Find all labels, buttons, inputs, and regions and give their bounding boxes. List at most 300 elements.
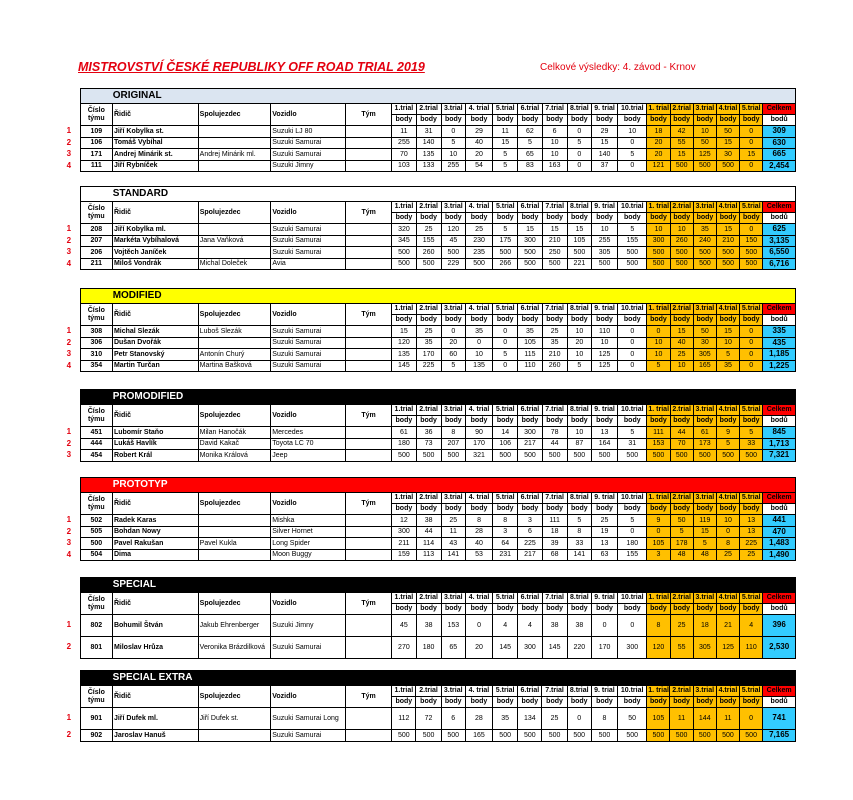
trial-score-cell: 35 xyxy=(493,708,518,730)
final-score-cell: 15 xyxy=(716,137,739,149)
trial-score-cell: 170 xyxy=(416,349,441,361)
header-body: body xyxy=(647,604,670,615)
table-row xyxy=(58,337,796,349)
trial-score-cell: 500 xyxy=(542,450,567,462)
driver-cell: Lubomír Staňo xyxy=(112,427,198,439)
trial-score-cell: 3 xyxy=(493,526,518,538)
final-score-cell: 153 xyxy=(647,438,670,450)
trial-score-cell: 159 xyxy=(392,549,416,561)
team-cell xyxy=(345,438,391,450)
trial-score-cell: 180 xyxy=(618,538,647,550)
trial-score-cell: 5 xyxy=(493,160,518,172)
header-trial: 5.trial xyxy=(493,202,518,213)
trial-score-cell: 105 xyxy=(567,235,591,247)
trial-score-cell: 141 xyxy=(567,549,591,561)
header-trial: 1.trial xyxy=(392,405,416,416)
header-trial: 10.trial xyxy=(618,593,647,604)
header-final-trial: 2.trial xyxy=(670,593,693,604)
header-trial: 10.trial xyxy=(618,104,647,115)
trial-score-cell: 5 xyxy=(618,427,647,439)
header-trial: 6.trial xyxy=(518,405,542,416)
total-cell: 1,490 xyxy=(763,549,796,561)
driver-cell: Jaroslav Hanuš xyxy=(112,730,198,742)
rank-cell: 1 xyxy=(66,427,72,437)
header-team-number: Číslo týmu xyxy=(80,304,112,326)
category-title: PROTOTYP xyxy=(80,478,795,493)
trial-score-cell: 10 xyxy=(591,337,617,349)
header-body: body xyxy=(416,697,441,708)
final-score-cell: 5 xyxy=(740,427,763,439)
final-score-cell: 500 xyxy=(647,258,670,270)
table-row xyxy=(58,438,796,450)
final-score-cell: 40 xyxy=(670,337,693,349)
header-vehicle: Vozidlo xyxy=(271,104,346,126)
vehicle-cell: Mishka xyxy=(271,515,346,527)
rank-spacer xyxy=(58,593,80,604)
trial-score-cell: 500 xyxy=(465,258,492,270)
team-number-cell: 211 xyxy=(80,258,112,270)
trial-score-cell: 35 xyxy=(518,326,542,338)
trial-score-cell: 10 xyxy=(618,126,647,138)
header-trial: 5.trial xyxy=(493,405,518,416)
final-score-cell: 18 xyxy=(693,615,716,637)
trial-score-cell: 134 xyxy=(518,708,542,730)
trial-score-cell: 10 xyxy=(567,427,591,439)
driver-cell: Bohdan Nowy xyxy=(112,526,198,538)
trial-score-cell: 6 xyxy=(542,126,567,138)
trial-score-cell: 260 xyxy=(416,247,441,259)
rank-spacer xyxy=(58,89,80,104)
final-score-cell: 0 xyxy=(716,526,739,538)
table-row xyxy=(58,615,796,637)
final-score-cell: 15 xyxy=(717,224,740,236)
driver-cell: Jiří Kobylka st. xyxy=(112,126,198,138)
trial-score-cell: 500 xyxy=(493,730,518,742)
codriver-cell: Veronika Brázdilková xyxy=(198,637,271,659)
rank-spacer xyxy=(58,315,80,326)
final-score-cell: 11 xyxy=(716,708,739,730)
table-row xyxy=(58,258,796,270)
table-row xyxy=(58,247,796,259)
header-final-trial: 5.trial xyxy=(740,493,763,504)
codriver-cell: Luboš Slezák xyxy=(198,326,271,338)
final-score-cell: 15 xyxy=(740,149,763,161)
header-vehicle: Vozidlo xyxy=(271,493,346,515)
trial-score-cell: 35 xyxy=(465,326,492,338)
header-body: body xyxy=(567,697,591,708)
header-trial: 7.trial xyxy=(542,405,567,416)
header-body: body xyxy=(740,315,763,326)
trial-score-cell: 0 xyxy=(465,337,492,349)
team-cell xyxy=(345,258,391,270)
header-trial: 4. trial xyxy=(465,202,492,213)
vehicle-cell: Jeep xyxy=(271,450,346,462)
trial-score-cell: 20 xyxy=(441,337,465,349)
codriver-cell xyxy=(198,526,271,538)
header-trial: 6.trial xyxy=(518,493,542,504)
final-score-cell: 25 xyxy=(740,549,763,561)
header-final-trial: 1. trial xyxy=(647,304,670,315)
header-body: body xyxy=(465,416,492,427)
header-body: body xyxy=(441,604,465,615)
team-number-cell: 505 xyxy=(80,526,112,538)
header-final-trial: 1. trial xyxy=(647,104,670,115)
header-body: body xyxy=(493,504,518,515)
trial-score-cell: 155 xyxy=(416,235,441,247)
header-final-trial: 3.trial xyxy=(693,493,716,504)
rank-cell: 2 xyxy=(66,526,72,536)
header-body: body xyxy=(591,416,617,427)
header-body: body xyxy=(740,697,763,708)
trial-score-cell: 5 xyxy=(567,137,591,149)
header-body: body xyxy=(518,697,542,708)
team-number-cell: 504 xyxy=(80,549,112,561)
team-cell xyxy=(345,615,391,637)
trial-score-cell: 8 xyxy=(493,515,518,527)
total-cell: 396 xyxy=(763,615,796,637)
trial-score-cell: 10 xyxy=(567,326,591,338)
header-team: Tým xyxy=(345,202,391,224)
final-score-cell: 105 xyxy=(647,538,670,550)
trial-score-cell: 110 xyxy=(518,360,542,372)
driver-cell: Jiří Kobylka ml. xyxy=(112,224,198,236)
trial-score-cell: 15 xyxy=(493,137,518,149)
trial-score-cell: 15 xyxy=(567,224,591,236)
table-row xyxy=(58,326,796,338)
final-score-cell: 48 xyxy=(670,549,693,561)
trial-score-cell: 45 xyxy=(441,235,465,247)
trial-score-cell: 300 xyxy=(518,427,542,439)
team-cell xyxy=(345,247,391,259)
codriver-cell: Antonín Churý xyxy=(198,349,271,361)
header-final-trial: 3.trial xyxy=(693,304,716,315)
total-cell: 630 xyxy=(763,137,796,149)
vehicle-cell: Suzuki Samurai xyxy=(271,137,346,149)
final-score-cell: 10 xyxy=(716,337,739,349)
section-special-extra xyxy=(58,670,796,742)
trial-score-cell: 15 xyxy=(392,326,416,338)
header-final-trial: 3.trial xyxy=(693,104,716,115)
table-row xyxy=(58,137,796,149)
header-trial: 2.trial xyxy=(416,686,441,697)
driver-cell: Bohumil Štván xyxy=(112,615,198,637)
trial-score-cell: 35 xyxy=(542,337,567,349)
trial-score-cell: 0 xyxy=(618,360,647,372)
trial-score-cell: 135 xyxy=(416,149,441,161)
results-table xyxy=(58,389,796,462)
rank-spacer xyxy=(58,289,80,304)
trial-score-cell: 53 xyxy=(465,549,492,561)
trial-score-cell: 10 xyxy=(542,149,567,161)
header-body: body xyxy=(740,416,763,427)
header-trial: 6.trial xyxy=(518,593,542,604)
total-cell: 6,716 xyxy=(763,258,796,270)
final-score-cell: 500 xyxy=(717,258,740,270)
header-final-trial: 5.trial xyxy=(740,686,763,697)
vehicle-cell: Suzuki LJ 80 xyxy=(271,126,346,138)
trial-score-cell: 500 xyxy=(567,730,591,742)
header-trial: 9. trial xyxy=(591,104,617,115)
header-trial: 6.trial xyxy=(518,686,542,697)
trial-score-cell: 0 xyxy=(567,126,591,138)
header-body: body xyxy=(493,115,518,126)
trial-score-cell: 5 xyxy=(518,137,542,149)
final-score-cell: 500 xyxy=(670,730,693,742)
final-score-cell: 178 xyxy=(670,538,693,550)
vehicle-cell: Suzuki Samurai xyxy=(271,326,346,338)
trial-score-cell: 0 xyxy=(441,326,465,338)
final-score-cell: 0 xyxy=(740,126,763,138)
trial-score-cell: 120 xyxy=(441,224,465,236)
category-title: PROMODIFIED xyxy=(80,390,795,405)
trial-score-cell: 114 xyxy=(416,538,441,550)
header-body: body xyxy=(518,504,542,515)
final-score-cell: 500 xyxy=(670,258,693,270)
trial-score-cell: 8 xyxy=(591,708,617,730)
header-body: body xyxy=(591,504,617,515)
header-codriver: Spolujezdec xyxy=(198,304,271,326)
final-score-cell: 15 xyxy=(693,526,716,538)
final-score-cell: 13 xyxy=(740,526,763,538)
trial-score-cell: 25 xyxy=(542,326,567,338)
header-trial: 7.trial xyxy=(542,104,567,115)
header-body: body xyxy=(542,315,567,326)
trial-score-cell: 225 xyxy=(518,538,542,550)
final-score-cell: 55 xyxy=(670,137,693,149)
vehicle-cell: Suzuki Samurai xyxy=(271,247,346,259)
driver-cell: Jiří Rybníček xyxy=(112,160,198,172)
header-final-trial: 1. trial xyxy=(647,593,670,604)
results-table xyxy=(58,186,796,270)
codriver-cell: Jiří Dufek st. xyxy=(198,708,271,730)
trial-score-cell: 25 xyxy=(465,224,492,236)
final-score-cell: 55 xyxy=(670,637,693,659)
header-team: Tým xyxy=(345,304,391,326)
trial-score-cell: 87 xyxy=(567,438,591,450)
vehicle-cell: Suzuki Samurai xyxy=(271,224,346,236)
total-cell: 7,321 xyxy=(763,450,796,462)
category-title: SPECIAL xyxy=(80,578,795,593)
header-body: body xyxy=(465,315,492,326)
trial-score-cell: 43 xyxy=(441,538,465,550)
table-row xyxy=(58,126,796,138)
trial-score-cell: 305 xyxy=(592,247,618,259)
final-score-cell: 500 xyxy=(740,730,763,742)
total-cell: 441 xyxy=(763,515,796,527)
trial-score-cell: 44 xyxy=(416,526,441,538)
trial-score-cell: 111 xyxy=(542,515,567,527)
trial-score-cell: 500 xyxy=(392,730,416,742)
page-title: MISTROVSTVÍ ČESKÉ REPUBLIKY OFF ROAD TRIAL 2019 xyxy=(78,60,425,74)
table-row xyxy=(58,349,796,361)
final-score-cell: 15 xyxy=(670,326,693,338)
trial-score-cell: 500 xyxy=(518,730,542,742)
team-number-cell: 208 xyxy=(80,224,112,236)
driver-cell: Martin Turčan xyxy=(112,360,198,372)
header-final-trial: 4.trial xyxy=(717,202,740,213)
total-cell: 1,185 xyxy=(763,349,796,361)
trial-score-cell: 500 xyxy=(441,247,465,259)
total-cell: 3,135 xyxy=(763,235,796,247)
final-score-cell: 70 xyxy=(670,438,693,450)
trial-score-cell: 260 xyxy=(542,360,567,372)
codriver-cell: Jakub Ehrenberger xyxy=(198,615,271,637)
final-score-cell: 173 xyxy=(693,438,716,450)
header-body: body xyxy=(670,315,693,326)
final-score-cell: 500 xyxy=(740,450,763,462)
trial-score-cell: 37 xyxy=(591,160,617,172)
header-body: body xyxy=(542,213,567,224)
trial-score-cell: 40 xyxy=(465,137,492,149)
trial-score-cell: 115 xyxy=(518,349,542,361)
header-driver: Řidič xyxy=(112,104,198,126)
final-score-cell: 0 xyxy=(740,160,763,172)
driver-cell: Dima xyxy=(112,549,198,561)
header-trial: 4. trial xyxy=(465,304,492,315)
header-trial: 2.trial xyxy=(416,593,441,604)
final-score-cell: 33 xyxy=(740,438,763,450)
header-trial: 8.trial xyxy=(567,405,591,416)
header-body: body xyxy=(647,416,670,427)
trial-score-cell: 28 xyxy=(465,526,492,538)
rank-cell: 3 xyxy=(66,149,72,159)
trial-score-cell: 255 xyxy=(441,160,465,172)
trial-score-cell: 500 xyxy=(493,247,518,259)
driver-cell: Radek Karas xyxy=(112,515,198,527)
final-score-cell: 300 xyxy=(647,235,670,247)
header-driver: Řidič xyxy=(112,304,198,326)
header-codriver: Spolujezdec xyxy=(198,493,271,515)
final-score-cell: 0 xyxy=(740,708,763,730)
final-score-cell: 0 xyxy=(647,326,670,338)
header-final-trial: 1. trial xyxy=(647,202,670,213)
table-row xyxy=(58,360,796,372)
trial-score-cell: 300 xyxy=(392,526,416,538)
trial-score-cell: 0 xyxy=(618,160,647,172)
final-score-cell: 0 xyxy=(740,137,763,149)
header-body: body xyxy=(670,697,693,708)
trial-score-cell: 250 xyxy=(542,247,567,259)
trial-score-cell: 54 xyxy=(465,160,492,172)
final-score-cell: 10 xyxy=(693,126,716,138)
trial-score-cell: 39 xyxy=(542,538,567,550)
final-score-cell: 50 xyxy=(693,326,716,338)
trial-score-cell: 175 xyxy=(493,235,518,247)
final-score-cell: 210 xyxy=(717,235,740,247)
trial-score-cell: 220 xyxy=(567,637,591,659)
header-driver: Řidič xyxy=(112,493,198,515)
trial-score-cell: 5 xyxy=(493,349,518,361)
final-score-cell: 9 xyxy=(716,427,739,439)
header-trial: 10.trial xyxy=(618,304,647,315)
header-trial: 6.trial xyxy=(518,104,542,115)
final-score-cell: 500 xyxy=(693,160,716,172)
header-team: Tým xyxy=(345,493,391,515)
header-body: body xyxy=(441,115,465,126)
header-trial: 1.trial xyxy=(392,593,416,604)
trial-score-cell: 211 xyxy=(392,538,416,550)
final-score-cell: 5 xyxy=(647,360,670,372)
trial-score-cell: 300 xyxy=(518,637,542,659)
header-trial: 9. trial xyxy=(591,593,617,604)
final-score-cell: 125 xyxy=(693,149,716,161)
final-score-cell: 10 xyxy=(716,515,739,527)
vehicle-cell: Suzuki Jimny xyxy=(271,160,346,172)
trial-score-cell: 40 xyxy=(465,538,492,550)
trial-score-cell: 140 xyxy=(591,149,617,161)
section-modified xyxy=(58,288,796,372)
driver-cell: Miloslav Hrůza xyxy=(112,637,198,659)
header-driver: Řidič xyxy=(112,686,198,708)
trial-score-cell: 165 xyxy=(465,730,492,742)
rank-spacer xyxy=(58,686,80,697)
results-table xyxy=(58,670,796,742)
team-cell xyxy=(345,126,391,138)
header-body: body xyxy=(647,504,670,515)
header-body: body xyxy=(716,115,739,126)
codriver-cell xyxy=(198,515,271,527)
header-total: Celkem xyxy=(763,686,796,697)
header-trial: 9. trial xyxy=(591,493,617,504)
final-score-cell: 25 xyxy=(670,349,693,361)
trial-score-cell: 110 xyxy=(591,326,617,338)
header-body: body xyxy=(647,697,670,708)
codriver-cell: Monika Králová xyxy=(198,450,271,462)
team-cell xyxy=(345,337,391,349)
table-row xyxy=(58,515,796,527)
trial-score-cell: 10 xyxy=(465,349,492,361)
trial-score-cell: 500 xyxy=(542,258,567,270)
header-team-number: Číslo týmu xyxy=(80,104,112,126)
final-score-cell: 5 xyxy=(693,538,716,550)
trial-score-cell: 500 xyxy=(392,450,416,462)
team-cell xyxy=(345,515,391,527)
header-final-trial: 5.trial xyxy=(740,202,763,213)
final-score-cell: 500 xyxy=(740,247,763,259)
trial-score-cell: 62 xyxy=(518,126,542,138)
trial-score-cell: 125 xyxy=(591,349,617,361)
header-body: body xyxy=(716,504,739,515)
rank-spacer xyxy=(58,213,80,224)
header-body: body xyxy=(591,115,617,126)
header-body: body xyxy=(716,315,739,326)
codriver-cell: Milan Hanočák xyxy=(198,427,271,439)
trial-score-cell: 33 xyxy=(567,538,591,550)
trial-score-cell: 38 xyxy=(416,515,441,527)
final-score-cell: 20 xyxy=(647,149,670,161)
header-body: body xyxy=(716,697,739,708)
trial-score-cell: 12 xyxy=(392,515,416,527)
final-score-cell: 119 xyxy=(693,515,716,527)
codriver-cell xyxy=(198,137,271,149)
team-cell xyxy=(345,450,391,462)
trial-score-cell: 140 xyxy=(416,137,441,149)
header-final-trial: 5.trial xyxy=(740,104,763,115)
team-cell xyxy=(345,360,391,372)
trial-score-cell: 500 xyxy=(416,450,441,462)
driver-cell: Miloš Vondrák xyxy=(112,258,198,270)
trial-score-cell: 207 xyxy=(441,438,465,450)
header-total: Celkem xyxy=(763,493,796,504)
final-score-cell: 500 xyxy=(716,730,739,742)
header-codriver: Spolujezdec xyxy=(198,405,271,427)
rank-spacer xyxy=(58,187,80,202)
table-row xyxy=(58,637,796,659)
header-bodu: bodů xyxy=(763,416,796,427)
header-body: body xyxy=(518,416,542,427)
final-score-cell: 500 xyxy=(693,258,716,270)
trial-score-cell: 0 xyxy=(618,615,647,637)
